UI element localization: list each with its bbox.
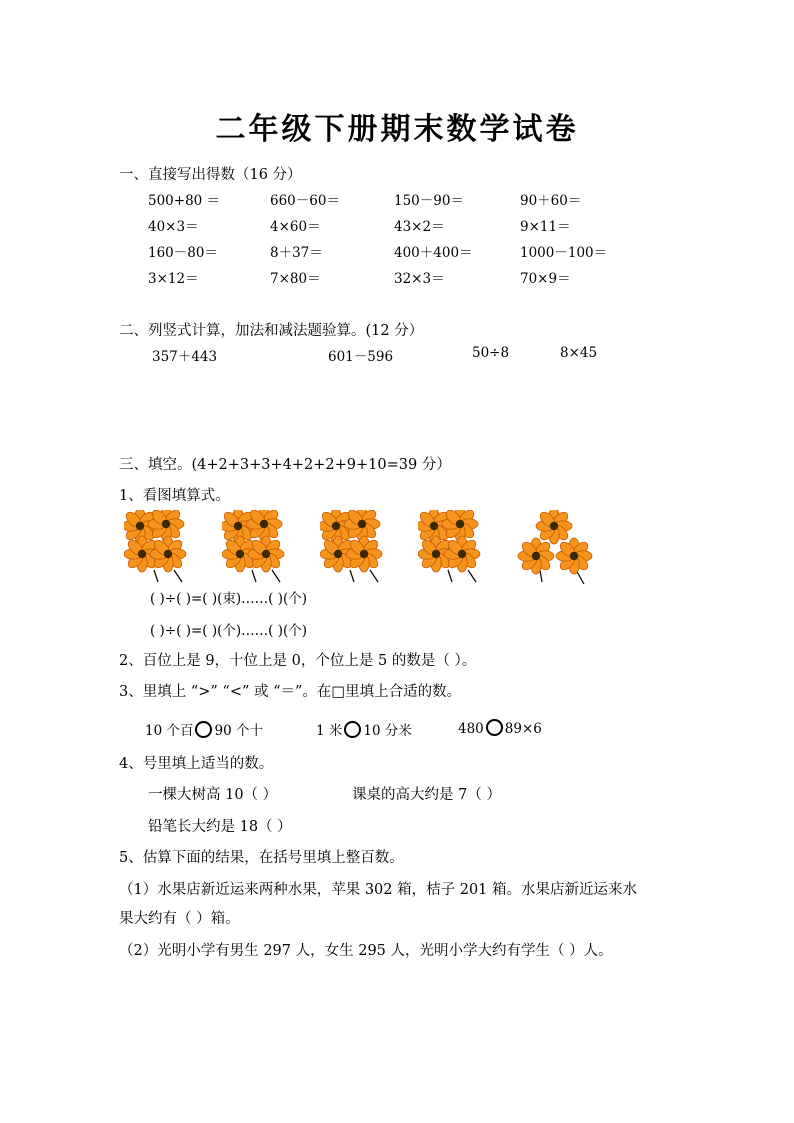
q1-equation-2: ( )÷( )=( )(个)……( )(个) [150, 623, 307, 639]
mental-math-item: 90＋60＝ [520, 193, 582, 209]
compare-left: 1 米 [316, 723, 343, 739]
flower-bunch-icon [124, 510, 204, 585]
q1-equation-1: ( )÷( )=( )(束)……( )(个) [150, 591, 307, 607]
section3-heading: 三、填空。(4+2+3+3+4+2+2+9+10=39 分） [119, 457, 451, 473]
q3-label: 3、里填上 “>” “<” 或 “＝”。在□里填上合适的数。 [119, 684, 462, 700]
compare-item-3 [458, 719, 542, 737]
flower-bunch-icon [418, 510, 498, 585]
vertical-calc-item: 50÷8 [472, 345, 510, 361]
page-title: 二年级下册期末数学试卷 [215, 112, 579, 147]
vertical-calc-item: 601－596 [328, 349, 394, 365]
compare-right: 89×6 [504, 721, 542, 737]
mental-math-item: 8＋37＝ [270, 245, 323, 261]
q4-item-pencil: 铅笔长大约是 18（ ） [148, 819, 292, 835]
mental-math-item: 4×60＝ [270, 219, 321, 235]
vertical-calc-item: 8×45 [560, 345, 598, 361]
mental-math-item: 3×12＝ [148, 271, 199, 287]
compare-right: 10 分米 [363, 723, 412, 739]
flower-bunch-icon [320, 510, 400, 585]
mental-math-item: 150－90＝ [394, 193, 464, 209]
compare-item-2 [316, 719, 412, 739]
mental-math-item: 43×2＝ [394, 219, 445, 235]
mental-math-item: 1000－100＝ [520, 245, 608, 261]
q5-part2: （2）光明小学有男生 297 人，女生 295 人，光明小学大约有学生（ ）人。 [119, 943, 613, 959]
mental-math-item: 32×3＝ [394, 271, 445, 287]
q5-label: 5、估算下面的结果，在括号里填上整百数。 [119, 850, 404, 866]
mental-math-item: 7×80＝ [270, 271, 321, 287]
compare-circle-icon[interactable] [486, 719, 503, 736]
vertical-calc-item: 357＋443 [152, 349, 218, 365]
q5-part1-line2: 果大约有（ ）箱。 [119, 911, 240, 927]
mental-math-item: 70×9＝ [520, 271, 571, 287]
q4-item-tree: 一棵大树高 10（ ） [148, 787, 278, 803]
compare-circle-icon[interactable] [344, 721, 361, 738]
mental-math-item: 400＋400＝ [394, 245, 473, 261]
mental-math-item: 40×3＝ [148, 219, 199, 235]
q5-part1-line1: （1）水果店新近运来两种水果，苹果 302 箱，桔子 201 箱。水果店新近运来水 [119, 882, 638, 898]
mental-math-item: 9×11＝ [520, 219, 571, 235]
compare-right: 90 个十 [214, 723, 263, 739]
compare-left: 480 [458, 721, 484, 737]
section2-heading: 二、列竖式计算，加法和减法题验算。(12 分） [119, 323, 424, 339]
q4-item-desk: 课桌的高大约是 7（ ） [352, 787, 501, 803]
flower-bunch-icon [514, 510, 594, 585]
compare-left: 10 个百 [145, 723, 194, 739]
q2-text: 2、百位上是 9，十位上是 0，个位上是 5 的数是（ ）。 [119, 653, 477, 669]
section1-heading: 一、直接写出得数（16 分） [119, 167, 302, 183]
compare-circle-icon[interactable] [195, 721, 212, 738]
compare-item-1 [145, 719, 263, 739]
q4-label: 4、号里填上适当的数。 [119, 756, 274, 772]
flower-bunch-icon [222, 510, 302, 585]
q1-label: 1、看图填算式。 [119, 488, 230, 504]
mental-math-item: 660－60＝ [270, 193, 340, 209]
mental-math-item: 500+80 ＝ [148, 193, 221, 209]
mental-math-item: 160－80＝ [148, 245, 218, 261]
